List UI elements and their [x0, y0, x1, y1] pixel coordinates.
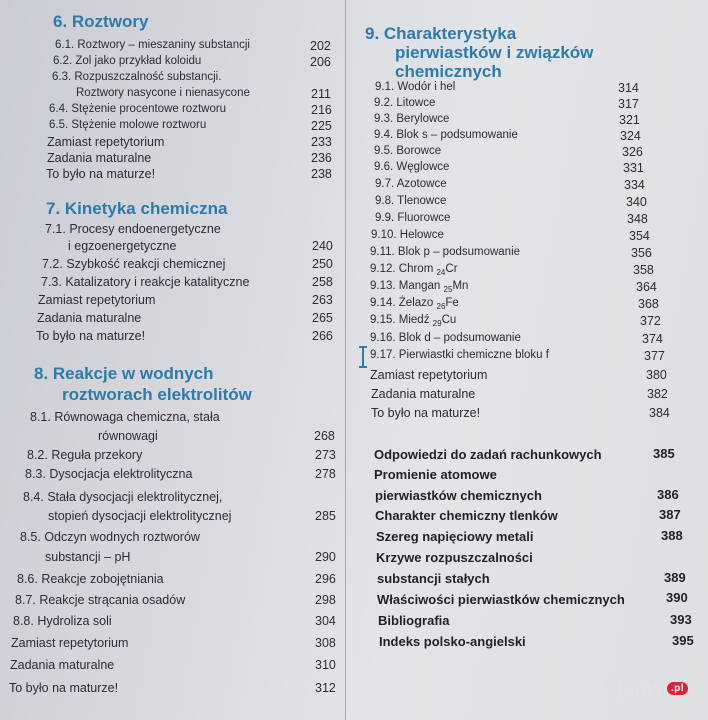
toc-entry[interactable]: 9.12. Chrom $_{24}$Cr	[370, 263, 458, 277]
toc-entry[interactable]: Zamiast repetytorium	[11, 636, 129, 650]
toc-entry[interactable]: 7.1. Procesy endoenergetyczne	[45, 222, 221, 236]
page-number: 324	[620, 129, 641, 143]
page-number: 296	[315, 572, 336, 586]
watermark-logo: Sprzedajemy .pl	[536, 677, 688, 700]
toc-entry[interactable]: 8.1. Równowaga chemiczna, stała	[30, 410, 220, 424]
toc-entry[interactable]: Zadania maturalne	[47, 151, 152, 165]
page-number: 285	[315, 509, 336, 523]
page-number: 374	[642, 332, 663, 346]
page-number: 390	[666, 590, 688, 605]
toc-entry[interactable]: 8.5. Odczyn wodnych roztworów	[20, 530, 200, 544]
page-number: 216	[311, 103, 332, 117]
chapter-7-title: 7. Kinetyka chemiczna	[46, 199, 228, 218]
page-number: 268	[314, 429, 335, 443]
toc-entry[interactable]: 9.3. Berylowce	[374, 113, 450, 125]
page-number: 354	[629, 229, 650, 243]
toc-entry[interactable]: To było na maturze!	[371, 406, 481, 420]
toc-entry[interactable]: 9.8. Tlenowce	[375, 195, 447, 207]
page-number: 308	[315, 636, 336, 650]
toc-entry[interactable]: 8.4. Stała dysocjacji elektrolitycznej,	[23, 490, 223, 504]
page-number: 326	[622, 145, 643, 159]
toc-entry[interactable]: 9.7. Azotowce	[375, 178, 447, 190]
toc-entry[interactable]: 8.8. Hydroliza soli	[13, 614, 112, 628]
page-number: 304	[315, 614, 336, 628]
toc-entry[interactable]: 8.3. Dysocjacja elektrolityczna	[25, 467, 193, 481]
toc-entry[interactable]: 6.3. Rozpuszczalność substancji.	[52, 71, 222, 83]
page-number: 258	[312, 275, 333, 289]
page-number: 263	[312, 293, 333, 307]
page-number: 331	[623, 161, 644, 175]
page-number: 393	[670, 612, 692, 627]
page-number: 377	[644, 349, 665, 363]
toc-entry[interactable]: Zamiast repetytorium	[38, 293, 156, 307]
toc-entry[interactable]: Zadania maturalne	[10, 658, 115, 672]
page-number: 358	[633, 263, 654, 277]
appendix-entry[interactable]: Bibliografia	[378, 613, 450, 628]
appendix-entry[interactable]: Właściwości pierwiastków chemicznych	[377, 592, 625, 607]
page-number: 265	[312, 311, 333, 325]
page-number: 236	[311, 151, 332, 165]
page-number: 334	[624, 178, 645, 192]
page-number: 202	[310, 39, 331, 53]
chapter-8-title: 8. Reakcje w wodnych	[34, 364, 214, 383]
toc-entry[interactable]: 9.5. Borowce	[374, 145, 442, 157]
page-number: 250	[312, 257, 333, 271]
page-number: 238	[311, 167, 332, 181]
toc-entry-continuation[interactable]: Roztwory nasycone i nienasycone	[76, 87, 250, 99]
page-number: 372	[640, 314, 661, 328]
appendix-entry[interactable]: Promienie atomowe	[374, 467, 497, 482]
toc-entry[interactable]: 8.7. Reakcje strącania osadów	[15, 593, 186, 607]
page-number: 389	[664, 570, 686, 585]
column-divider	[345, 0, 346, 720]
page-number: 310	[315, 658, 336, 672]
page-number: 368	[638, 297, 659, 311]
toc-entry[interactable]: 9.15. Miedź $_{29}$Cu	[370, 314, 457, 328]
toc-entry[interactable]: 6.1. Roztwory – mieszaniny substancji	[55, 39, 250, 51]
chapter-9-title-line3: chemicznych	[395, 62, 502, 81]
page-number: 266	[312, 329, 333, 343]
page-number: 364	[636, 280, 657, 294]
toc-entry-continuation[interactable]: stopień dysocjacji elektrolitycznej	[48, 509, 232, 523]
toc-entry[interactable]: 9.17. Pierwiastki chemiczne bloku f	[370, 349, 549, 361]
text-cursor-icon	[362, 346, 364, 368]
toc-entry[interactable]: 9.10. Helowce	[371, 229, 444, 241]
page-number: 380	[646, 368, 667, 382]
page-number: 382	[647, 387, 668, 401]
page-number: 386	[657, 487, 679, 502]
page-number: 206	[310, 55, 331, 69]
toc-entry-continuation[interactable]: i egzoenergetyczne	[68, 239, 177, 253]
page-number: 273	[315, 448, 336, 462]
page-number: 317	[618, 97, 639, 111]
toc-entry[interactable]: 9.6. Węglowce	[374, 161, 450, 173]
chapter-9-title-line2: pierwiastków i związków	[395, 43, 594, 62]
toc-entry[interactable]: 9.13. Mangan $_{25}$Mn	[370, 280, 469, 294]
page-number: 225	[311, 119, 332, 133]
page-number: 314	[618, 81, 639, 95]
toc-entry[interactable]: 8.6. Reakcje zobojętniania	[17, 572, 164, 586]
appendix-entry[interactable]: Charakter chemiczny tlenków	[375, 508, 558, 523]
chapter-6-title: 6. Roztwory	[53, 12, 149, 31]
toc-entry[interactable]: Zadania maturalne	[371, 387, 476, 401]
toc-entry[interactable]: 8.2. Reguła przekory	[27, 448, 143, 462]
page-number: 240	[312, 239, 333, 253]
page-number: 384	[649, 406, 670, 420]
toc-entry[interactable]: 7.2. Szybkość reakcji chemicznej	[42, 257, 226, 271]
toc-entry[interactable]: 6.4. Stężenie procentowe roztworu	[49, 103, 227, 115]
appendix-entry-continuation[interactable]: pierwiastków chemicznych	[375, 488, 542, 503]
toc-entry[interactable]: 9.1. Wodór i hel	[375, 81, 456, 93]
chapter-9-title: 9. Charakterystyka	[365, 24, 517, 43]
page-number: 348	[627, 212, 648, 226]
page-number: 340	[626, 195, 647, 209]
page-number: 395	[672, 633, 694, 648]
page-number: 321	[619, 113, 640, 127]
toc-entry[interactable]: 6.2. Zol jako przykład koloidu	[53, 55, 202, 67]
toc-entry[interactable]: 9.9. Fluorowce	[375, 212, 451, 224]
toc-entry[interactable]: 9.4. Blok s – podsumowanie	[374, 129, 518, 141]
toc-entry[interactable]: Zadania maturalne	[37, 311, 142, 325]
toc-entry[interactable]: Zamiast repetytorium	[47, 135, 165, 149]
chapter-8-title-line2: roztworach elektrolitów	[62, 385, 252, 404]
page-number: 211	[311, 87, 331, 101]
page-number: 290	[315, 550, 336, 564]
toc-entry[interactable]: 9.14. Żelazo $_{26}$Fe	[370, 297, 459, 311]
page-number: 356	[631, 246, 652, 260]
appendix-entry[interactable]: Odpowiedzi do zadań rachunkowych	[374, 447, 602, 462]
toc-entry[interactable]: To było na maturze!	[36, 329, 146, 343]
toc-entry[interactable]: 6.5. Stężenie molowe roztworu	[49, 119, 207, 131]
appendix-entry[interactable]: Szereg napięciowy metali	[376, 529, 534, 544]
toc-entry[interactable]: 9.16. Blok d – podsumowanie	[370, 332, 521, 344]
page-number: 385	[653, 446, 675, 461]
toc-entry-continuation[interactable]: substancji – pH	[45, 550, 131, 564]
page-number: 388	[661, 528, 683, 543]
toc-entry[interactable]: To było na maturze!	[46, 167, 156, 181]
toc-entry[interactable]: 9.2. Litowce	[374, 97, 436, 109]
page-number: 312	[315, 681, 336, 695]
page-number: 298	[315, 593, 336, 607]
toc-entry[interactable]: Zamiast repetytorium	[370, 368, 488, 382]
appendix-entry[interactable]: Indeks polsko-angielski	[379, 634, 526, 649]
toc-entry[interactable]: 9.11. Blok p – podsumowanie	[370, 246, 521, 258]
page-number: 233	[311, 135, 332, 149]
appendix-entry[interactable]: Krzywe rozpuszczalności	[376, 550, 533, 565]
page-number: 387	[659, 507, 681, 522]
toc-entry[interactable]: To było na maturze!	[9, 681, 119, 695]
appendix-entry-continuation[interactable]: substancji stałych	[377, 571, 490, 586]
toc-entry[interactable]: 7.3. Katalizatory i reakcje katalityczne	[41, 275, 250, 289]
toc-entry-continuation[interactable]: równowagi	[98, 429, 158, 443]
page-number: 278	[315, 467, 336, 481]
